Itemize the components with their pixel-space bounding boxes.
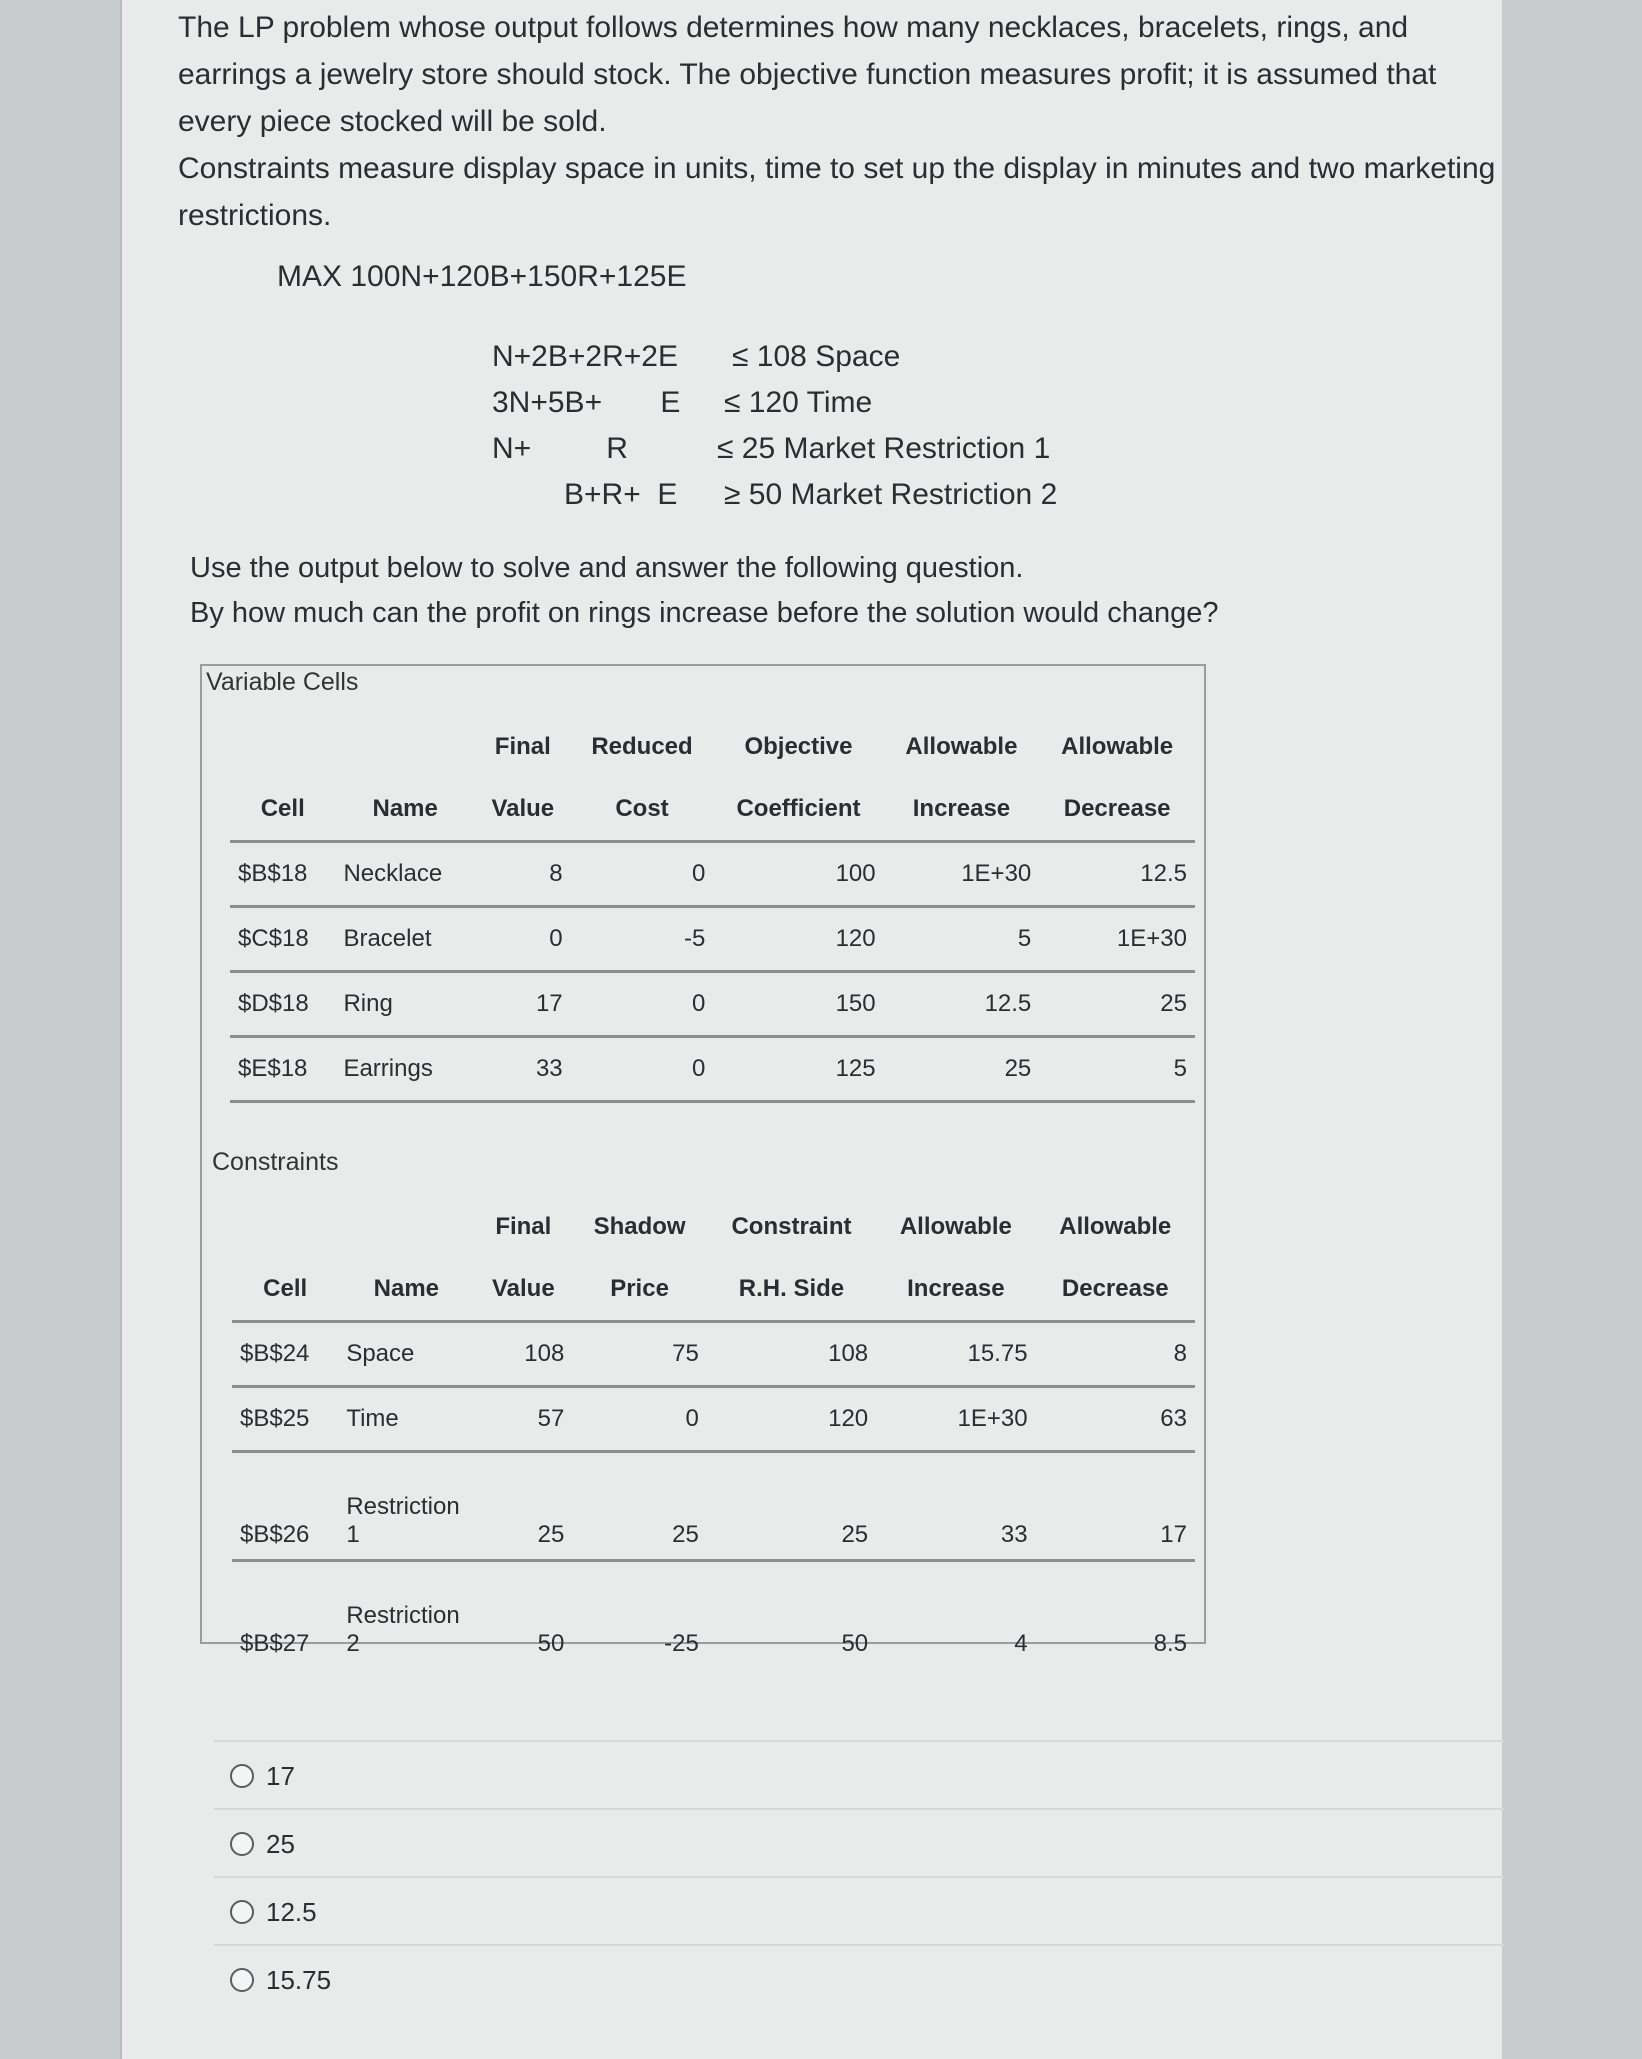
option-label: 15.75	[266, 1964, 332, 1995]
option-label: 12.5	[266, 1896, 317, 1927]
answer-option[interactable]	[214, 1808, 1504, 1878]
objective-coefficient: 125	[713, 1037, 883, 1102]
lp-constraint-2-rhs: ≤ 120 Time	[724, 386, 873, 419]
header-cell: Objective	[744, 733, 853, 760]
variable-cells-header-bottom	[230, 778, 1195, 842]
header-cell: Cell	[230, 778, 335, 842]
shadow-price: 75	[572, 1322, 706, 1387]
header-cell: Coefficient	[713, 778, 883, 842]
table-row	[232, 1561, 1195, 1669]
header-cell: Cost	[571, 778, 714, 842]
lp-constraint-4-lhs: B+R+ E	[564, 478, 678, 511]
final-value: 33	[475, 1037, 571, 1102]
answer-option[interactable]	[214, 1876, 1504, 1946]
cell-ref: $C$18	[230, 907, 335, 972]
allowable-increase: 4	[1014, 1630, 1028, 1657]
constraints-header-top	[232, 1196, 1195, 1258]
header-cell: Final	[495, 1213, 552, 1240]
lp-constraint-2-lhs: 3N+5B+ E	[492, 386, 681, 419]
radio-button-icon[interactable]	[230, 1764, 254, 1788]
question-page	[120, 0, 1502, 2059]
rh-side: 50	[841, 1630, 869, 1657]
header-cell: Decrease	[1036, 1258, 1195, 1322]
final-value: 108	[474, 1322, 572, 1387]
table-row	[230, 907, 1195, 972]
table-row	[232, 1322, 1195, 1387]
answer-option[interactable]	[214, 1944, 1504, 2014]
objective-coefficient: 100	[713, 842, 883, 907]
cell-ref: $B$18	[230, 842, 335, 907]
header-cell: Decrease	[1039, 778, 1195, 842]
header-cell: Name	[335, 778, 474, 842]
variable-cells-header-top	[230, 716, 1195, 778]
table-row	[232, 1387, 1195, 1452]
cell-ref: $B$27	[240, 1630, 310, 1657]
header-cell: R.H. Side	[707, 1258, 876, 1322]
header-cell: Name	[338, 1258, 474, 1322]
constraints-label: Constraints	[212, 1148, 339, 1176]
header-cell: Final	[494, 733, 551, 760]
cell-name: Restriction 1	[338, 1452, 474, 1561]
header-cell: Cell	[232, 1258, 338, 1322]
lp-constraint-3-rhs: ≤ 25 Market Restriction 1	[717, 432, 1051, 465]
option-label: 17	[266, 1760, 295, 1791]
allowable-increase: 15.75	[876, 1322, 1035, 1387]
header-cell: Value	[474, 1258, 572, 1322]
rh-side: 120	[707, 1387, 876, 1452]
allowable-increase: 1E+30	[884, 842, 1040, 907]
rh-side: 108	[707, 1322, 876, 1387]
cell-ref: $D$18	[230, 972, 335, 1037]
table-row	[232, 1452, 1195, 1561]
reduced-cost: 0	[571, 842, 714, 907]
rh-side: 25	[707, 1452, 876, 1561]
radio-button-icon[interactable]	[230, 1832, 254, 1856]
cell-ref: $B$26	[232, 1452, 338, 1561]
cell-ref: $B$24	[232, 1322, 338, 1387]
intro-paragraph-1: The LP problem whose output follows determines how many necklaces, bracelets, rings, and earrings a jewelry store should stock. The objective function measures profit; it is assumed that every piece stocked will be sold.	[178, 11, 1437, 138]
lp-constraint-1-lhs: N+2B+2R+2E	[492, 340, 678, 373]
allowable-increase: 25	[884, 1037, 1040, 1102]
constraints-table	[232, 1196, 1195, 1668]
variable-cells-label: Variable Cells	[206, 668, 359, 696]
final-value: 17	[475, 972, 571, 1037]
header-cell: Value	[475, 778, 571, 842]
lp-constraint-4-rhs: ≥ 50 Market Restriction 2	[724, 478, 1058, 511]
reduced-cost: 0	[571, 972, 714, 1037]
table-row	[230, 842, 1195, 907]
allowable-increase: 1E+30	[876, 1387, 1035, 1452]
cell-name: Restriction 2	[346, 1602, 460, 1657]
final-value: 0	[475, 907, 571, 972]
allowable-decrease: 8.5	[1153, 1630, 1187, 1657]
final-value: 50	[537, 1630, 565, 1657]
allowable-decrease: 1E+30	[1039, 907, 1195, 972]
radio-button-icon[interactable]	[230, 1900, 254, 1924]
intro-paragraph-2: Constraints measure display space in units, time to set up the display in minutes and two marketing restrictions.	[178, 152, 1496, 232]
allowable-decrease: 25	[1039, 972, 1195, 1037]
header-cell: Allowable	[905, 733, 1018, 760]
problem-description	[178, 4, 1498, 239]
objective-coefficient: 120	[713, 907, 883, 972]
cell-ref: $E$18	[230, 1037, 335, 1102]
final-value: 57	[474, 1387, 572, 1452]
question-line-2: By how much can the profit on rings increase before the solution would change?	[190, 597, 1219, 629]
header-cell: Allowable	[1061, 733, 1174, 760]
header-cell: Increase	[876, 1258, 1035, 1322]
allowable-decrease: 5	[1039, 1037, 1195, 1102]
answer-option[interactable]	[214, 1740, 1504, 1810]
cell-name: Bracelet	[335, 907, 474, 972]
shadow-price: 0	[572, 1387, 706, 1452]
shadow-price: -25	[664, 1630, 699, 1657]
lp-constraint-1-rhs: ≤ 108 Space	[732, 340, 901, 373]
cell-name: Space	[338, 1322, 474, 1387]
option-label: 25	[266, 1828, 295, 1859]
header-cell: Allowable	[1059, 1213, 1172, 1240]
header-cell: Shadow	[593, 1213, 686, 1240]
cell-name: Necklace	[335, 842, 474, 907]
lp-objective: MAX 100N+120B+150R+125E	[277, 260, 687, 293]
allowable-increase: 5	[884, 907, 1040, 972]
cell-name: Earrings	[335, 1037, 474, 1102]
header-cell	[338, 1196, 474, 1258]
shadow-price: 25	[572, 1452, 706, 1561]
header-cell: Constraint	[731, 1213, 852, 1240]
allowable-decrease: 8	[1036, 1322, 1195, 1387]
allowable-increase: 33	[876, 1452, 1035, 1561]
question-text	[190, 546, 1219, 636]
allowable-increase: 12.5	[884, 972, 1040, 1037]
variable-cells-table	[230, 716, 1195, 1103]
objective-coefficient: 150	[713, 972, 883, 1037]
header-cell: Price	[572, 1258, 706, 1322]
final-value: 8	[475, 842, 571, 907]
constraints-header-bottom	[232, 1258, 1195, 1322]
header-cell	[335, 716, 474, 778]
table-row	[230, 972, 1195, 1037]
cell-name: Ring	[335, 972, 474, 1037]
cell-ref: $B$25	[232, 1387, 338, 1452]
final-value: 25	[474, 1452, 572, 1561]
reduced-cost: 0	[571, 1037, 714, 1102]
cell-name: Time	[338, 1387, 474, 1452]
header-cell: Increase	[884, 778, 1040, 842]
allowable-decrease: 17	[1036, 1452, 1195, 1561]
reduced-cost: -5	[571, 907, 714, 972]
allowable-decrease: 63	[1036, 1387, 1195, 1452]
allowable-decrease: 12.5	[1039, 842, 1195, 907]
header-cell	[230, 716, 335, 778]
header-cell: Allowable	[899, 1213, 1012, 1240]
question-line-1: Use the output below to solve and answer the following question.	[190, 552, 1024, 584]
radio-button-icon[interactable]	[230, 1968, 254, 1992]
table-row	[230, 1037, 1195, 1102]
header-cell	[232, 1196, 338, 1258]
lp-constraint-3-lhs: N+ R	[492, 432, 628, 465]
header-cell: Reduced	[591, 733, 693, 760]
